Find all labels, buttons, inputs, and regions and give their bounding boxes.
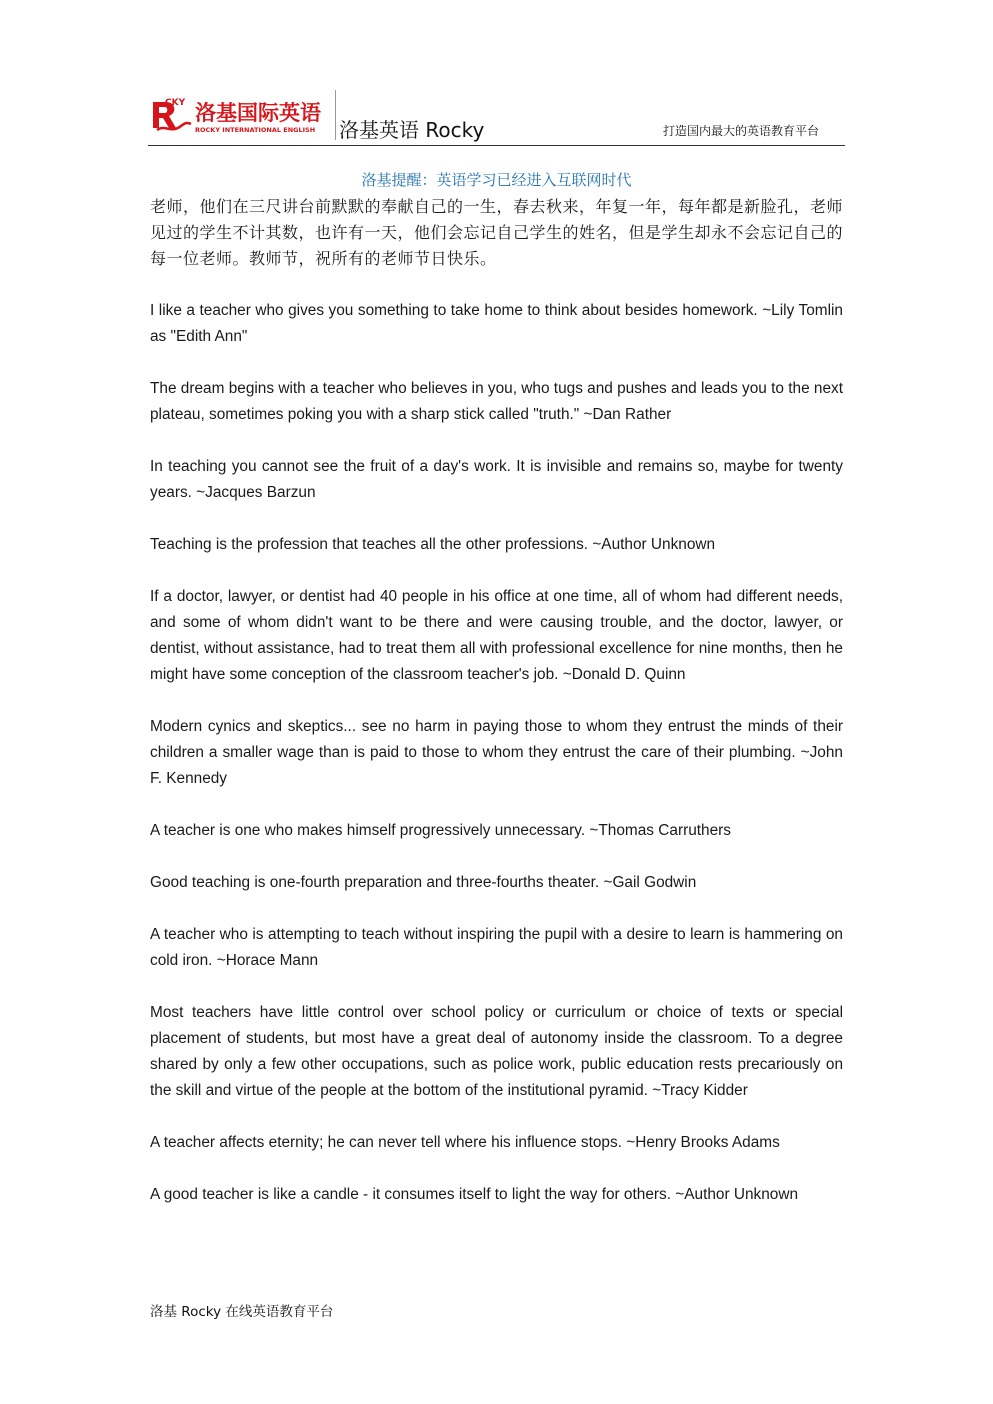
paragraph-intro: 老师，他们在三尺讲台前默默的奉献自己的一生，春去秋来，年复一年，每年都是新脸孔，老师见过的学生不计其数，也许有一天，他们会忘记自己学生的姓名，但是学生却永不会忘记自己的每一位老师。教师节，祝所有的老师节日快乐。 bbox=[150, 197, 844, 268]
brand-name: 洛基英语 Rocky bbox=[339, 118, 485, 142]
logo-en-text: ROCKY INTERNATIONAL ENGLISH bbox=[195, 126, 316, 134]
quote-paragraph: A teacher is one who makes himself progressively unnecessary. ~Thomas Carruthers bbox=[150, 822, 731, 839]
quote-paragraph: Good teaching is one-fourth preparation and three-fourths theater. ~Gail Godwin bbox=[150, 874, 697, 891]
quote-paragraph: The dream begins with a teacher who believes in you, who tugs and pushes and leads you to the next plateau, sometimes poking you with a sharp stick called "truth." ~Dan Rather bbox=[150, 380, 844, 423]
quote-paragraph: A good teacher is like a candle - it consumes itself to light the way for others. ~Author Unknown bbox=[150, 1186, 799, 1203]
page-footer: 洛基 Rocky 在线英语教育平台 bbox=[150, 1304, 334, 1320]
document-body bbox=[150, 194, 843, 1234]
quote-paragraph: Most teachers have little control over school policy or curriculum or choice of texts or special placement of students, but most have a great deal of autonomy inside the classroom. To a degree shared by only a few other occupations, such as police work, public education rests precariously on the skill and virtue of the people at the bottom of the institutional pyramid. ~Tracy Kidder bbox=[150, 1004, 843, 1099]
quote-paragraph: A teacher who is attempting to teach without inspiring the pupil with a desire to learn is hammering on cold iron. ~Horace Mann bbox=[150, 926, 843, 969]
rocky-logo-mark bbox=[151, 96, 335, 136]
quote-paragraph: In teaching you cannot see the fruit of a day's work. It is invisible and remains so, maybe for twenty years. ~Jacques Barzun bbox=[150, 458, 843, 501]
header-slogan: 打造国内最大的英语教育平台 bbox=[662, 124, 819, 138]
quote-paragraph: Modern cynics and skeptics... see no harm in paying those to whom they entrust the minds of their children a smaller wage than is paid to those to whom they entrust the care of their plumbing. ~John F. Kennedy bbox=[150, 718, 843, 787]
quote-paragraph: A teacher affects eternity; he can never tell where his influence stops. ~Henry Brooks Adams bbox=[150, 1134, 780, 1151]
quote-paragraph: If a doctor, lawyer, or dentist had 40 people in his office at one time, all of whom had different needs, and some of whom didn't want to be there and were causing trouble, and the doctor, lawyer, or dentist, without assistance, had to treat them all with professional excellence for nine months, then he might have some conception of the classroom teacher's job. ~Donald D. Quinn bbox=[150, 588, 843, 683]
logo-cn-text: 洛基国际英语 bbox=[195, 101, 321, 125]
rocky-logo bbox=[151, 96, 335, 136]
logo-divider bbox=[335, 90, 336, 140]
quote-paragraph: I like a teacher who gives you something to take home to think about besides homework. ~Lily Tomlin as "Edith Ann" bbox=[150, 302, 843, 345]
reminder-heading: 洛基提醒：英语学习已经进入互联网时代 bbox=[361, 171, 632, 189]
page-header bbox=[148, 88, 845, 146]
svg-text:CKY: CKY bbox=[165, 98, 186, 108]
quote-paragraph: Teaching is the profession that teaches all the other professions. ~Author Unknown bbox=[150, 536, 716, 553]
